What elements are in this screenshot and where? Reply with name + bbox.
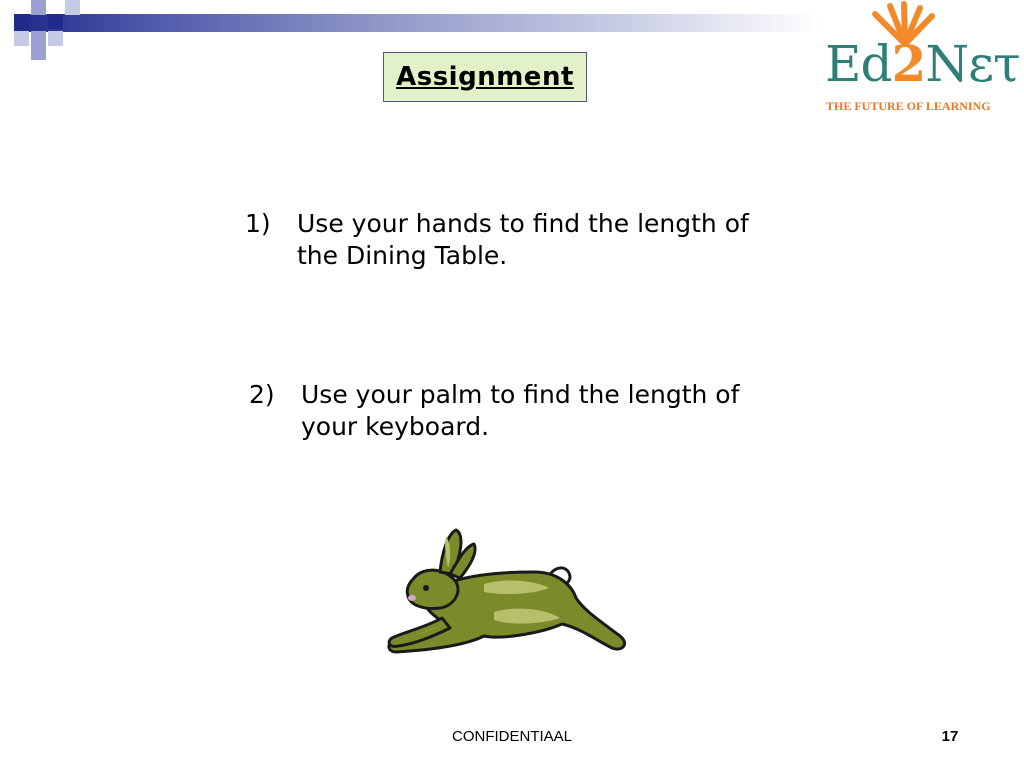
item-number: 1): [245, 209, 271, 238]
item-text-line: your keyboard.: [301, 412, 490, 441]
slide-title-box: [383, 52, 587, 102]
item-text-line: the Dining Table.: [297, 241, 508, 270]
item-text-line: Use your palm to find the length of: [301, 380, 740, 409]
logo-word-part: Nετ: [925, 35, 1020, 93]
slide-title: Assignment: [396, 62, 574, 92]
logo-word-part: 2: [891, 34, 926, 93]
footer-label: CONFIDENTIAAL: [451, 728, 572, 745]
logo-tagline: THE FUTURE OF LEARNING: [826, 99, 991, 113]
header-gradient-bar: [14, 14, 820, 32]
logo-word-part: Ed: [825, 35, 892, 93]
deco-square: [31, 0, 46, 15]
rabbit-illustration: [384, 528, 634, 660]
item-number: 2): [249, 380, 275, 409]
item-text-line: Use your hands to find the length of: [297, 209, 749, 238]
item-text: [297, 208, 797, 272]
deco-square: [48, 14, 63, 29]
page-number: 17: [941, 728, 959, 745]
ed2net-logo: [820, 0, 1024, 120]
deco-square: [48, 31, 63, 46]
item-text: [301, 379, 801, 443]
deco-square: [65, 0, 80, 15]
deco-square: [14, 14, 29, 29]
deco-square: [14, 31, 29, 46]
logo-wordmark: [825, 34, 1020, 93]
deco-square: [31, 31, 46, 46]
deco-square: [31, 45, 46, 60]
